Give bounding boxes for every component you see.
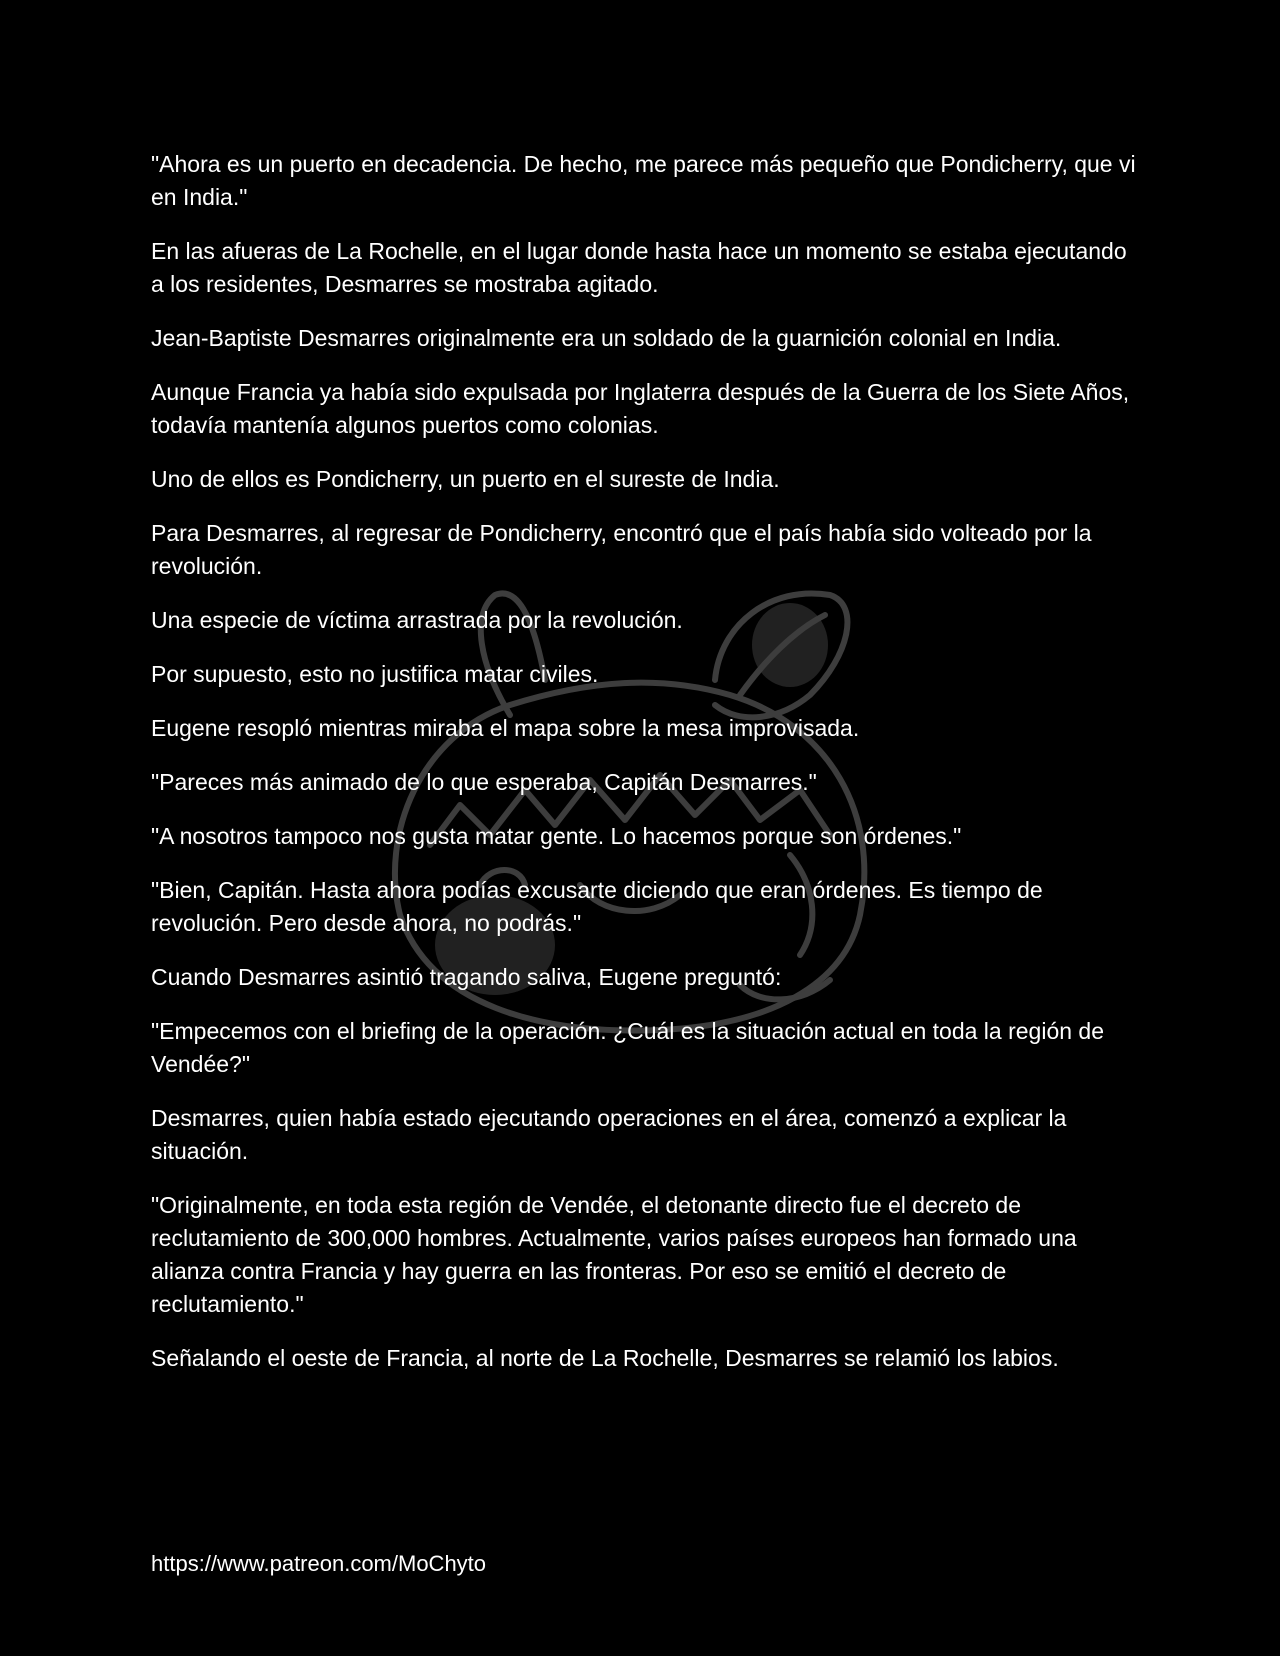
paragraph: Uno de ellos es Pondicherry, un puerto en el sureste de India. <box>151 466 780 492</box>
paragraph: Eugene resopló mientras miraba el mapa sobre la mesa improvisada. <box>151 715 860 741</box>
paragraph: "A nosotros tampoco nos gusta matar gente. Lo hacemos porque son órdenes." <box>151 823 962 849</box>
paragraph: Cuando Desmarres asintió tragando saliva, Eugene preguntó: <box>151 964 782 990</box>
document-text-body <box>151 148 1141 1396</box>
paragraph: "Originalmente, en toda esta región de Vendée, el detonante directo fue el decreto de reclutamiento de 300,000 hombres. Actualmente, varios países europeos han formado una alianza contra Francia y hay guerra en las fronteras. Por eso se emitió el decreto de reclutamiento." <box>151 1192 1077 1317</box>
paragraph: Para Desmarres, al regresar de Pondicherry, encontró que el país había sido volteado por la revolución. <box>151 520 1092 579</box>
paragraph: Por supuesto, esto no justifica matar civiles. <box>151 661 599 687</box>
paragraph: Una especie de víctima arrastrada por la revolución. <box>151 607 683 633</box>
paragraph: "Bien, Capitán. Hasta ahora podías excusarte diciendo que eran órdenes. Es tiempo de revolución. Pero desde ahora, no podrás." <box>151 877 1043 936</box>
paragraph: Aunque Francia ya había sido expulsada por Inglaterra después de la Guerra de los Siete Años, todavía mantenía algunos puertos como colonias. <box>151 379 1130 438</box>
paragraph: "Empecemos con el briefing de la operación. ¿Cuál es la situación actual en toda la región de Vendée?" <box>151 1018 1105 1077</box>
paragraph: En las afueras de La Rochelle, en el lugar donde hasta hace un momento se estaba ejecutando a los residentes, Desmarres se mostraba agitado. <box>151 238 1127 297</box>
patreon-link[interactable]: https://www.patreon.com/MoChyto <box>151 1551 487 1576</box>
paragraph: "Pareces más animado de lo que esperaba, Capitán Desmarres." <box>151 769 817 795</box>
paragraph: "Ahora es un puerto en decadencia. De hecho, me parece más pequeño que Pondicherry, que vi en India." <box>151 151 1136 210</box>
paragraph: Señalando el oeste de Francia, al norte de La Rochelle, Desmarres se relamió los labios. <box>151 1345 1059 1371</box>
paragraph: Jean-Baptiste Desmarres originalmente era un soldado de la guarnición colonial en India. <box>151 325 1062 351</box>
paragraph: Desmarres, quien había estado ejecutando operaciones en el área, comenzó a explicar la situación. <box>151 1105 1067 1164</box>
